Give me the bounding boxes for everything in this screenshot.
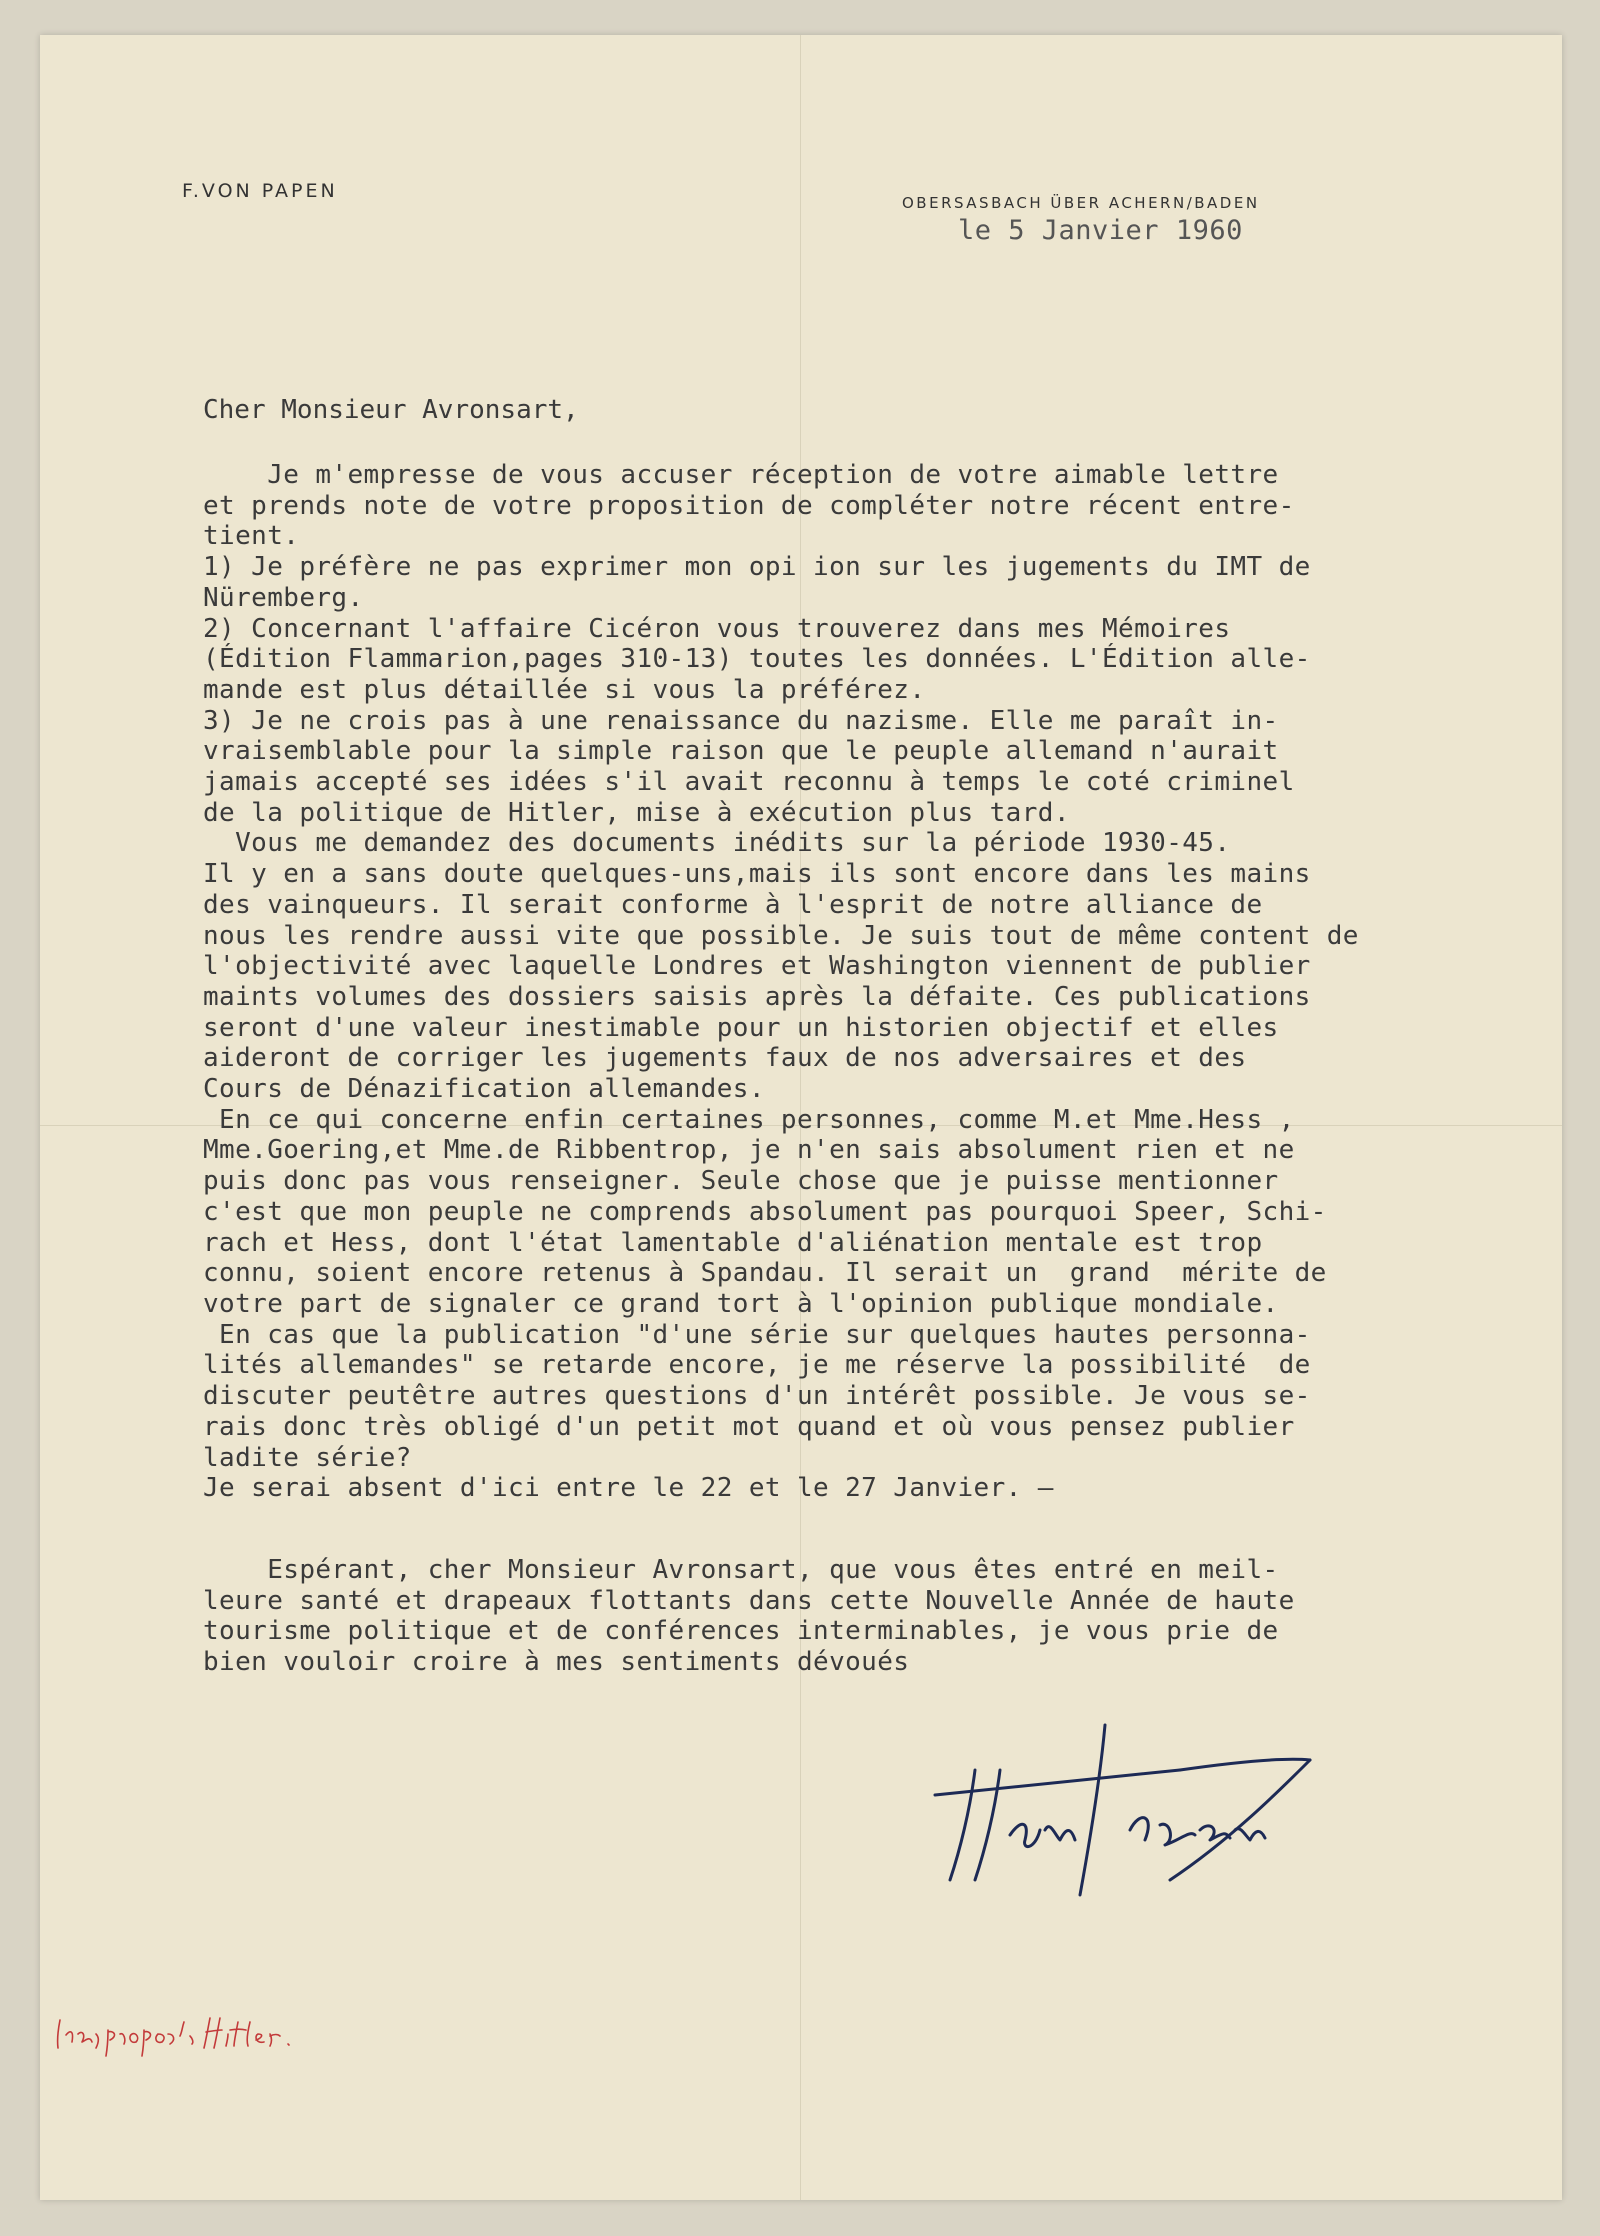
body-line: vraisemblable pour la simple raison que le peuple allemand n'aurait <box>203 736 1279 767</box>
letterhead-name: F.VON PAPEN <box>182 180 338 202</box>
closing-line: leure santé et drapeaux flottants dans cette Nouvelle Année de haute <box>203 1585 1295 1616</box>
body-line: 3) Je ne crois pas à une renaissance du nazisme. Elle me paraît in- <box>203 705 1279 736</box>
body-line: c'est que mon peuple ne comprends absolument pas pourquoi Speer, Schi- <box>203 1196 1327 1227</box>
body-line: En cas que la publication "d'une série sur quelques hautes personna- <box>203 1319 1311 1350</box>
body-line: rach et Hess, dont l'état lamentable d'aliénation mentale est trop <box>203 1227 1263 1258</box>
signature <box>930 1680 1350 1910</box>
body-line: puis donc pas vous renseigner. Seule chose que je puisse mentionner <box>203 1166 1279 1197</box>
body-line: et prends note de votre proposition de compléter notre récent entre- <box>203 490 1295 521</box>
body-line: lités allemandes" se retarde encore, je me réserve la possibilité de <box>203 1350 1311 1381</box>
letter-date: le 5 Janvier 1960 <box>958 215 1243 246</box>
letterhead-address: OBERSASBACH ÜBER ACHERN/BADEN <box>902 194 1260 212</box>
body-line: votre part de signaler ce grand tort à l'opinion publique mondiale. <box>203 1288 1279 1319</box>
letter-closing <box>203 1555 1563 1678</box>
body-line: jamais accepté ses idées s'il avait reconnu à temps le coté criminel <box>203 767 1295 798</box>
body-line: rais donc très obligé d'un petit mot quand et où vous pensez publier <box>203 1411 1295 1442</box>
body-line: maints volumes des dossiers saisis après la défaite. Ces publications <box>203 981 1311 1012</box>
body-line: seront d'une valeur inestimable pour un historien objectif et elles <box>203 1012 1279 1043</box>
body-line: nous les rendre aussi vite que possible. Je suis tout de même content de <box>203 920 1359 951</box>
closing-line: tourisme politique et de conférences interminables, je vous prie de <box>203 1616 1279 1647</box>
body-line: mande est plus détaillée si vous la préférez. <box>203 674 926 705</box>
body-line: Je serai absent d'ici entre le 22 et le 27 Janvier. — <box>203 1473 1054 1504</box>
body-line: discuter peutêtre autres questions d'un intérêt possible. Je vous se- <box>203 1381 1311 1412</box>
body-line: 2) Concernant l'affaire Cicéron vous trouverez dans mes Mémoires <box>203 613 1231 644</box>
body-line: Cours de Dénazification allemandes. <box>203 1074 765 1105</box>
salutation: Cher Monsieur Avronsart, <box>203 395 579 425</box>
body-line: Nüremberg. <box>203 582 364 613</box>
body-line: Il y en a sans doute quelques-uns,mais ils sont encore dans les mains <box>203 859 1311 890</box>
closing-line: Espérant, cher Monsieur Avronsart, que vous êtes entré en meil- <box>203 1555 1279 1585</box>
body-line: des vainqueurs. Il serait conforme à l'esprit de notre alliance de <box>203 889 1263 920</box>
closing-line: bien vouloir croire à mes sentiments dévoués <box>203 1647 910 1678</box>
body-line: tient. <box>203 521 300 552</box>
body-line: Mme.Goering,et Mme.de Ribbentrop, je n'en sais absolument rien et ne <box>203 1135 1295 1166</box>
body-line: ladite série? <box>203 1442 412 1473</box>
body-line: En ce qui concerne enfin certaines personnes, comme M.et Mme.Hess , <box>203 1104 1295 1135</box>
body-line: l'objectivité avec laquelle Londres et Washington viennent de publier <box>203 951 1311 982</box>
body-line: de la politique de Hitler, mise à exécution plus tard. <box>203 797 1070 828</box>
body-line: Vous me demandez des documents inédits sur la période 1930-45. <box>203 828 1231 859</box>
body-line: aideront de corriger les jugements faux de nos adversaires et des <box>203 1043 1247 1074</box>
body-line: (Édition Flammarion,pages 310-13) toutes les données. L'Édition alle- <box>203 644 1311 675</box>
letter-body <box>203 460 1563 1504</box>
body-line: 1) Je préfère ne pas exprimer mon opi ion sur les jugements du IMT de <box>203 552 1311 583</box>
handwritten-annotation <box>52 2000 352 2060</box>
body-line: connu, soient encore retenus à Spandau. Il serait un grand mérite de <box>203 1258 1327 1289</box>
body-line: Je m'empresse de vous accuser réception de votre aimable lettre <box>203 460 1279 490</box>
